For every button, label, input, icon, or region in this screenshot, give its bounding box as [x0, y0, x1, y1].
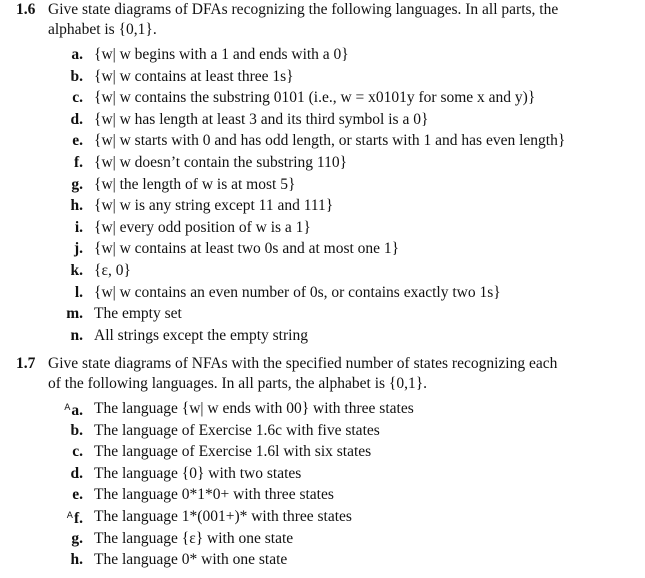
answer-hint-marker: A: [64, 403, 71, 413]
list-item: [0, 195, 640, 217]
item-label: b.: [70, 67, 83, 85]
exercise-1-6-items: [0, 44, 640, 346]
item-text: The language 0* with one state: [94, 551, 288, 569]
exercise-intro: [48, 0, 640, 40]
item-text: The language 1*(001+)* with three states: [94, 507, 352, 525]
item-text: {w| every odd position of w is a 1}: [94, 218, 311, 236]
item-label: e.: [72, 486, 83, 504]
exercise-1-7: [0, 354, 640, 571]
item-label: l.: [74, 283, 83, 301]
item-label-letter: a.: [71, 402, 83, 419]
list-item: [0, 463, 640, 485]
item-text: {w| w contains an even number of 0s, or contains exactly two 1s}: [94, 283, 501, 301]
item-text: The language of Exercise 1.6c with five states: [94, 421, 380, 439]
item-label: d.: [70, 110, 83, 128]
list-item: [0, 44, 640, 66]
list-item: [0, 420, 640, 442]
exercise-intro-line: Give state diagrams of NFAs with the specified number of states recognizing each: [48, 355, 558, 372]
exercise-number: 1.6: [16, 1, 36, 18]
item-label: a.: [71, 46, 83, 63]
item-text: {w| w starts with 0 and has odd length, or starts with 1 and has even length}: [94, 132, 566, 150]
item-text: {w| w doesn’t contain the substring 110}: [94, 153, 348, 171]
item-label-letter: f.: [73, 509, 83, 527]
exercise-intro: [48, 354, 640, 394]
item-label: g.: [71, 529, 83, 547]
list-item: [0, 260, 640, 282]
exercise-1-7-header: [0, 354, 640, 394]
item-label: d.: [70, 464, 83, 482]
item-text: {w| w contains at least three 1s}: [94, 67, 294, 85]
exercise-intro-line: of the following languages. In all parts, the alphabet is {0,1}.: [48, 375, 428, 392]
item-text: The language {w| w ends with 00} with three states: [94, 400, 414, 417]
item-text: {w| the length of w is at most 5}: [94, 175, 296, 193]
item-label: b.: [70, 421, 83, 439]
item-text: {w| w begins with a 1 and ends with a 0}: [94, 46, 349, 63]
item-label: g.: [71, 175, 83, 193]
item-text: {ε, 0}: [94, 261, 131, 279]
item-text: The language of Exercise 1.6l with six states: [94, 443, 372, 461]
item-text: The language 0*1*0+ with three states: [94, 486, 334, 504]
list-item: [0, 66, 640, 88]
exercise-intro-line: Give state diagrams of DFAs recognizing the following languages. In all parts, the: [48, 1, 559, 18]
list-item: [0, 441, 640, 463]
list-item: [0, 506, 640, 528]
item-label: i.: [74, 218, 83, 236]
list-item: [0, 109, 640, 131]
list-item: [0, 238, 640, 260]
list-item: [0, 282, 640, 304]
item-text: {w| w contains the substring 0101 (i.e., w = x0101y for some x and y)}: [94, 89, 536, 107]
item-label: f.: [73, 153, 83, 171]
item-label: h.: [70, 551, 83, 569]
item-text: {w| w contains at least two 0s and at most one 1}: [94, 240, 400, 258]
list-item: [0, 528, 640, 550]
item-text: The empty set: [94, 305, 182, 323]
item-label: c.: [72, 443, 83, 461]
list-item: [0, 87, 640, 109]
item-text: The language {0} with two states: [94, 464, 302, 482]
item-label: k.: [70, 261, 83, 279]
exercise-intro-line: alphabet is {0,1}.: [48, 21, 157, 38]
item-text: {w| w has length at least 3 and its third symbol is a 0}: [94, 110, 429, 128]
item-label: n.: [70, 326, 83, 344]
item-label: h.: [70, 197, 83, 215]
item-label: j.: [73, 240, 83, 258]
list-item: [0, 152, 640, 174]
list-item: [0, 398, 640, 420]
answer-hint-marker: A: [66, 510, 73, 521]
list-item: [0, 549, 640, 571]
exercise-1-6-header: [0, 0, 640, 40]
item-text: The language {ε} with one state: [94, 529, 294, 547]
list-item: [0, 325, 640, 347]
item-label: [64, 398, 83, 422]
item-label: m.: [66, 305, 83, 323]
list-item: [0, 130, 640, 152]
item-label: e.: [72, 132, 83, 150]
list-item: [0, 303, 640, 325]
item-label: c.: [72, 89, 83, 107]
item-label: [67, 506, 83, 530]
exercise-number: 1.7: [16, 355, 36, 372]
exercise-1-7-items: [0, 398, 640, 571]
list-item: [0, 174, 640, 196]
item-text: All strings except the empty string: [94, 326, 308, 344]
list-item: [0, 484, 640, 506]
list-item: [0, 217, 640, 239]
item-text: {w| w is any string except 11 and 111}: [94, 197, 334, 215]
